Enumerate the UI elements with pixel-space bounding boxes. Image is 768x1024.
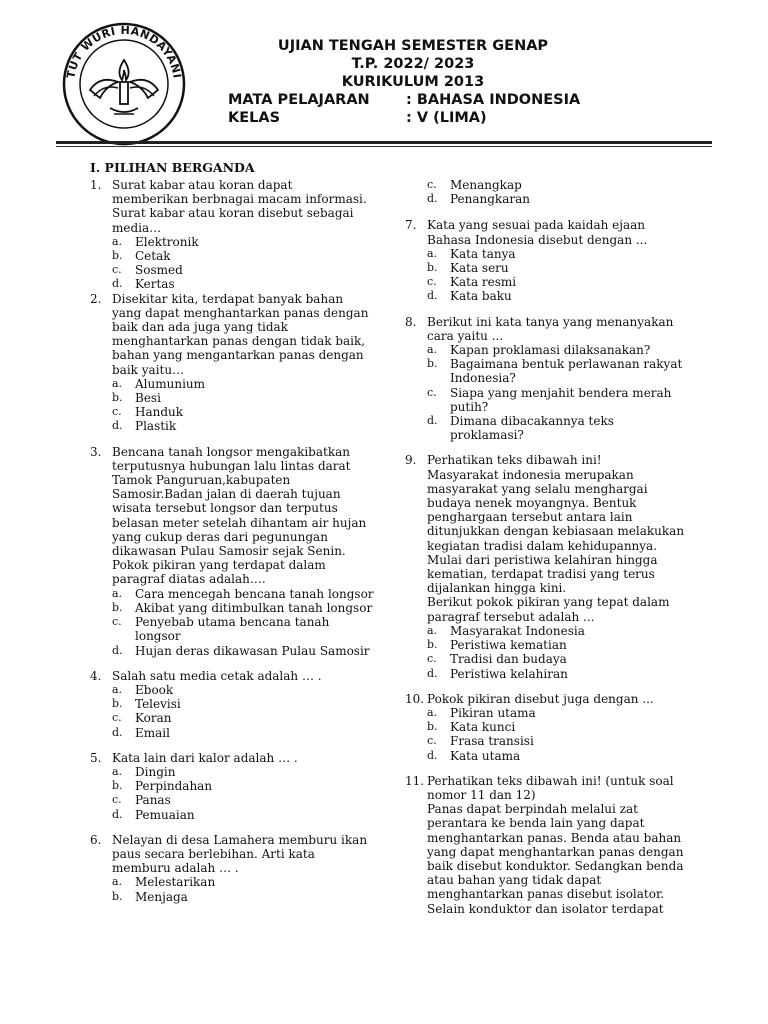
exam-title: UJIAN TENGAH SEMESTER GENAP	[277, 38, 549, 54]
question-stem: Nelayan di desa Lamahera memburu ikan paus secara berlebihan. Arti kata memburu adalah … .	[112, 832, 368, 876]
question-number: 3.	[90, 444, 102, 459]
question-number: 2.	[90, 291, 102, 306]
subject-row	[228, 91, 688, 109]
option-d[interactable]: d. Email	[112, 725, 170, 740]
question-number: 7.	[405, 218, 417, 233]
question-column-left	[90, 178, 375, 915]
question-8	[405, 315, 690, 443]
option-c[interactable]: c. Koran	[112, 711, 172, 726]
question-number: 8.	[405, 314, 417, 329]
class-row	[228, 109, 688, 127]
question-number: 5.	[90, 750, 102, 765]
option-d[interactable]: d. Penangkaran	[427, 192, 530, 207]
curriculum: KURIKULUM 2013	[341, 74, 485, 90]
exam-header	[228, 37, 688, 127]
option-d[interactable]: d. Dimana dibacakannya teks proklamasi?	[427, 414, 614, 443]
option-d[interactable]: d. Kata baku	[427, 289, 512, 304]
option-b[interactable]: b. Televisi	[112, 697, 181, 712]
question-number: 9.	[405, 453, 417, 468]
question-number: 6.	[90, 832, 102, 847]
option-c[interactable]: c. Menangkap	[427, 178, 522, 192]
option-d[interactable]: d. Pemuaian	[112, 807, 195, 822]
question-stem: Berikut ini kata tanya yang menanyakan cara yaitu ...	[427, 314, 674, 343]
option-d[interactable]: d. Kata utama	[427, 748, 521, 763]
option-a[interactable]: a. Pikiran utama	[427, 705, 536, 720]
option-d[interactable]: d. Plastik	[112, 419, 177, 434]
subject-value: : BAHASA INDONESIA	[406, 92, 581, 108]
tut-wuri-handayani-emblem-icon	[60, 20, 188, 148]
option-c[interactable]: c. Frasa transisi	[427, 734, 534, 749]
option-a[interactable]: a. Elektronik	[112, 234, 199, 249]
option-d[interactable]: d. Hujan deras dikawasan Pulau Samosir	[112, 643, 370, 658]
question-10	[405, 692, 690, 763]
option-a[interactable]: a. Masyarakat Indonesia	[427, 623, 585, 638]
option-b[interactable]: b. Peristiwa kematian	[427, 638, 567, 653]
option-a[interactable]: a. Melestarikan	[112, 875, 216, 890]
question-stem: Perhatikan teks dibawah ini! Masyarakat indonesia merupakan masyarakat yang selalu menghargai budaya nenek moyangnya. Bentuk penghargaan tersebut antara lain ditunjukkan dengan kebiasaan melakukan kegiatan tradisi dalam kehidupannya. Mulai dari peristiwa kelahiran hingga kematian, terdapat tradisi yang terus dijalankan hingga kini. Berikut pokok pikiran yang tepat dalam paragraf tersebut adalah ...	[427, 453, 685, 624]
question-stem: Kata yang sesuai pada kaidah ejaan Bahasa Indonesia disebut dengan ...	[427, 218, 648, 247]
option-c[interactable]: c. Sosmed	[112, 263, 183, 278]
question-number: 1.	[90, 178, 102, 192]
emblem-text: TUT WURI HANDAYANI	[64, 23, 184, 80]
school-emblem-icon	[60, 20, 188, 148]
question-stem: Disekitar kita, terdapat banyak bahan yang dapat menghantarkan panas dengan baik dan ada juga yang tidak menghantarkan panas dengan tidak baik, bahan yang mengantarkan panas dengan baik yaitu…	[112, 291, 369, 377]
header-divider-thick	[56, 141, 712, 144]
question-number: 10.	[405, 691, 425, 706]
question-column-right	[405, 178, 690, 927]
option-a[interactable]: a. Alumunium	[112, 376, 206, 391]
question-stem: Salah satu media cetak adalah … .	[112, 668, 322, 683]
question-7	[405, 218, 690, 303]
option-b[interactable]: b. Menjaga	[112, 889, 188, 904]
option-c[interactable]: c. Penyebab utama bencana tanah longsor	[112, 615, 330, 644]
question-9	[405, 453, 690, 680]
option-a[interactable]: a. Dingin	[112, 764, 176, 779]
option-b[interactable]: b. Akibat yang ditimbulkan tanah longsor	[112, 600, 373, 615]
option-b[interactable]: b. Cetak	[112, 249, 171, 264]
option-a[interactable]: a. Cara mencegah bencana tanah longsor	[112, 586, 374, 601]
question-4	[90, 669, 375, 740]
subject-label: MATA PELAJARAN	[228, 92, 370, 108]
option-d[interactable]: d. Peristiwa kelahiran	[427, 666, 568, 681]
question-2	[90, 292, 375, 434]
question-stem: Perhatikan teks dibawah ini! (untuk soal nomor 11 dan 12) Panas dapat berpindah melalui zat perantara ke benda lain yang dapat menghantarkan panas. Benda atau bahan yang dapat menghantarkan panas dengan baik disebut konduktor. Sedangkan benda atau bahan yang tidak dapat menghantarkan panas disebut isolator. Selain konduktor dan isolator terdapat	[427, 773, 684, 916]
question-1	[90, 178, 375, 292]
question-number: 11.	[405, 773, 425, 788]
question-stem: Kata lain dari kalor adalah … .	[112, 750, 298, 765]
question-number: 4.	[90, 668, 102, 683]
header-divider-thin	[56, 146, 712, 147]
option-a[interactable]: a. Kapan proklamasi dilaksanakan?	[427, 343, 651, 358]
question-6-continued	[405, 178, 690, 206]
question-11	[405, 774, 690, 916]
question-5	[90, 751, 375, 822]
option-d[interactable]: d. Kertas	[112, 277, 175, 292]
option-b[interactable]: b. Kata kunci	[427, 720, 516, 735]
question-3	[90, 445, 375, 658]
question-stem: Pokok pikiran disebut juga dengan ...	[427, 691, 654, 706]
option-b[interactable]: b. Kata seru	[427, 261, 509, 276]
question-6	[90, 833, 375, 904]
option-b[interactable]: b. Perpindahan	[112, 779, 213, 794]
option-c[interactable]: c. Handuk	[112, 405, 184, 420]
section-title: I. PILIHAN BERGANDA	[90, 160, 255, 175]
option-c[interactable]: c. Tradisi dan budaya	[427, 652, 567, 667]
option-a[interactable]: a. Ebook	[112, 682, 174, 697]
class-value: : V (LIMA)	[406, 110, 487, 126]
option-a[interactable]: a. Kata tanya	[427, 246, 516, 261]
class-label: KELAS	[228, 110, 281, 126]
option-b[interactable]: b. Besi	[112, 391, 161, 406]
option-c[interactable]: c. Siapa yang menjahit bendera merah putih?	[427, 385, 672, 414]
school-year: T.P. 2022/ 2023	[351, 56, 475, 72]
option-b[interactable]: b. Bagaimana bentuk perlawanan rakyat Indonesia?	[427, 357, 683, 386]
question-stem: Bencana tanah longsor mengakibatkan terputusnya hubungan lalu lintas darat Tamok Panguruan,kabupaten Samosir.Badan jalan di daerah tujuan wisata tersebut longsor dan terputus belasan meter setelah dihantam air hujan yang cukup deras dari pegunungan dikawasan Pulau Samosir sejak Senin. Pokok pikiran yang terdapat dalam paragraf diatas adalah….	[112, 444, 367, 587]
option-c[interactable]: c. Panas	[112, 793, 171, 808]
option-c[interactable]: c. Kata resmi	[427, 275, 517, 290]
question-stem: Surat kabar atau koran dapat memberikan berbnagai macam informasi. Surat kabar atau koran disebut sebagai media…	[112, 178, 367, 235]
